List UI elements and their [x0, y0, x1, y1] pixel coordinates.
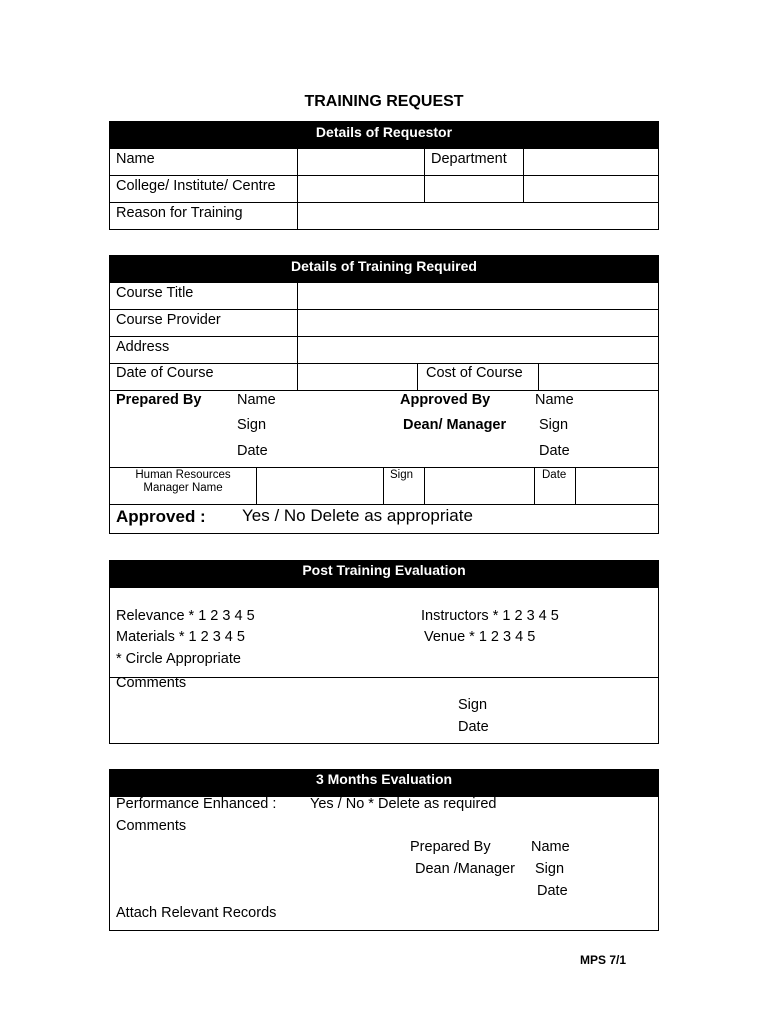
relevance-rating: Relevance * 1 2 3 4 5 [116, 608, 255, 624]
college-label: College/ Institute/ Centre [116, 178, 276, 194]
approved-date-label: Date [539, 443, 570, 459]
post-sign-label: Sign [458, 697, 488, 713]
address-label: Address [116, 339, 170, 355]
approved-sign-label: Sign [539, 417, 569, 433]
requestor-header: Details of Requestor [110, 122, 658, 149]
divider [424, 149, 425, 202]
divider [417, 363, 418, 390]
department-label: Department [431, 151, 507, 167]
three-month-prepared-by-label: Prepared By [410, 839, 491, 855]
dean-manager-label: Dean/ Manager [403, 417, 507, 433]
hr-date-label: Date [542, 469, 567, 481]
hr-sign-label: Sign [390, 469, 414, 481]
cost-of-course-label: Cost of Course [426, 365, 523, 381]
name-label: Name [116, 151, 155, 167]
venue-rating: Venue * 1 2 3 4 5 [424, 629, 536, 645]
three-month-sign-label: Sign [535, 861, 565, 877]
materials-rating: Materials * 1 2 3 4 5 [116, 629, 245, 645]
cost-of-course-field[interactable] [539, 364, 659, 390]
three-month-dean-manager-label: Dean /Manager [415, 861, 515, 877]
divider [383, 467, 384, 504]
attach-records-label: Attach Relevant Records [116, 905, 277, 921]
course-title-label: Course Title [116, 285, 194, 301]
divider [110, 677, 658, 678]
reason-label: Reason for Training [116, 205, 243, 221]
prepared-by-label: Prepared By [116, 392, 202, 408]
training-header: Details of Training Required [110, 256, 658, 283]
approved-label: Approved : [116, 507, 206, 526]
prepared-date-label: Date [237, 443, 268, 459]
divider [110, 504, 658, 505]
three-month-section [109, 769, 659, 931]
performance-label: Performance Enhanced : [116, 796, 277, 812]
instructors-rating: Instructors * 1 2 3 4 5 [421, 608, 559, 624]
hr-manager-name-field[interactable] [257, 468, 383, 504]
college-field[interactable] [298, 176, 423, 202]
hr-manager-line2: Manager Name [143, 482, 223, 494]
course-provider-label: Course Provider [116, 312, 221, 328]
post-eval-header: Post Training Evaluation [110, 561, 658, 588]
training-section [109, 255, 659, 534]
address-field[interactable] [298, 337, 659, 363]
post-date-label: Date [458, 719, 489, 735]
divider [534, 467, 535, 504]
hr-manager-line1: Human Resources [135, 469, 231, 481]
hr-sign-field[interactable] [425, 468, 534, 504]
course-provider-field[interactable] [298, 310, 659, 336]
date-of-course-label: Date of Course [116, 365, 214, 381]
circle-note: * Circle Appropriate [116, 651, 241, 667]
form-code: MPS 7/1 [580, 953, 627, 967]
three-month-name-label: Name [531, 839, 570, 855]
comments-label: Comments [116, 675, 187, 691]
approved-options: Yes / No Delete as appropriate [242, 506, 473, 525]
page-title: TRAINING REQUEST [304, 93, 464, 110]
hr-manager-label [112, 469, 254, 495]
approved-name-label: Name [535, 392, 574, 408]
approved-by-label: Approved By [400, 392, 491, 408]
prepared-name-label: Name [237, 392, 276, 408]
post-eval-section [109, 560, 659, 744]
hr-date-field[interactable] [576, 468, 659, 504]
requestor-section [109, 121, 659, 230]
three-month-comments-label: Comments [116, 818, 187, 834]
prepared-sign-label: Sign [237, 417, 267, 433]
name-field[interactable] [298, 149, 423, 175]
department-field[interactable] [524, 149, 659, 175]
three-month-header: 3 Months Evaluation [110, 770, 658, 797]
reason-field[interactable] [298, 203, 659, 230]
performance-options: Yes / No * Delete as required [310, 796, 497, 812]
three-month-date-label: Date [537, 883, 568, 899]
date-of-course-field[interactable] [298, 364, 417, 390]
course-title-field[interactable] [298, 283, 659, 309]
